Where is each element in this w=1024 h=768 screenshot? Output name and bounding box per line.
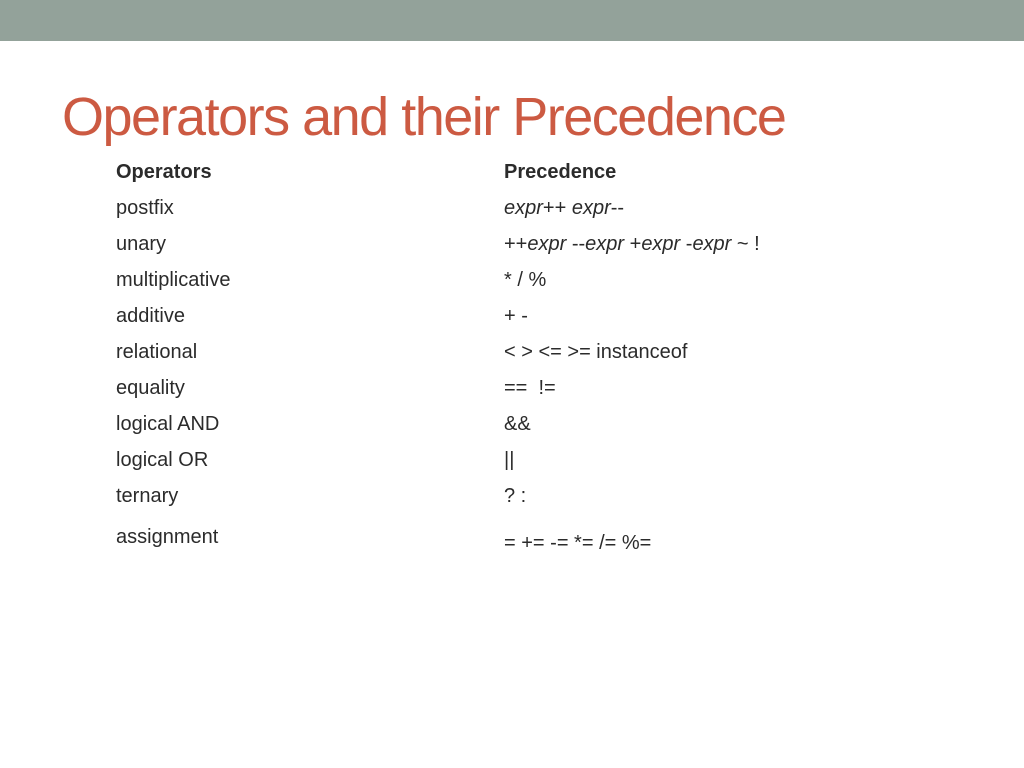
operator-name: unary bbox=[116, 233, 167, 255]
table-row bbox=[116, 266, 876, 302]
table-body bbox=[116, 194, 876, 568]
operator-precedence bbox=[504, 374, 556, 402]
precedence-part: == != bbox=[504, 377, 556, 399]
table-row bbox=[116, 374, 876, 410]
operator-name: relational bbox=[116, 341, 198, 363]
header-precedence: Precedence bbox=[504, 161, 617, 183]
operator-precedence bbox=[504, 446, 514, 474]
precedence-part: expr bbox=[571, 197, 611, 219]
precedence-part: ++ bbox=[504, 233, 528, 255]
precedence-part: expr bbox=[692, 233, 732, 255]
precedence-part: ++ bbox=[542, 197, 572, 219]
operator-name: logical AND bbox=[116, 413, 220, 435]
precedence-part: ? : bbox=[504, 485, 527, 507]
precedence-part: expr bbox=[527, 233, 567, 255]
operator-precedence bbox=[504, 410, 531, 438]
operator-precedence bbox=[504, 230, 760, 258]
operator-precedence bbox=[504, 338, 687, 366]
precedence-part: - bbox=[680, 233, 693, 255]
precedence-part: + - bbox=[504, 305, 528, 327]
operator-precedence bbox=[504, 302, 528, 330]
operator-name: multiplicative bbox=[116, 269, 231, 291]
table-row bbox=[116, 230, 876, 266]
precedence-part: < > <= >= instanceof bbox=[504, 341, 688, 363]
precedence-part: expr bbox=[585, 233, 625, 255]
operator-name: postfix bbox=[116, 197, 174, 219]
table-row bbox=[116, 446, 876, 482]
precedence-part: -- bbox=[566, 233, 586, 255]
operator-precedence bbox=[504, 482, 526, 510]
operator-precedence bbox=[504, 518, 651, 568]
slide-title: Operators and their Precedence bbox=[62, 87, 786, 147]
precedence-part: expr bbox=[641, 233, 681, 255]
precedence-part: + bbox=[624, 233, 642, 255]
precedence-part: ~ ! bbox=[731, 233, 760, 255]
header-operators: Operators bbox=[116, 161, 212, 183]
operator-name: assignment bbox=[116, 526, 219, 548]
precedence-part: expr bbox=[504, 197, 543, 219]
table-header-row bbox=[116, 158, 876, 194]
precedence-part: = += -= *= /= %= bbox=[504, 532, 652, 554]
table-row bbox=[116, 302, 876, 338]
operator-precedence-table bbox=[116, 158, 876, 568]
precedence-part: || bbox=[504, 449, 515, 471]
operator-name: additive bbox=[116, 305, 185, 327]
operator-precedence bbox=[504, 266, 546, 294]
operator-name: ternary bbox=[116, 485, 179, 507]
operator-name: equality bbox=[116, 377, 185, 399]
precedence-part: && bbox=[504, 413, 531, 435]
table-row bbox=[116, 518, 876, 568]
precedence-part: * / % bbox=[504, 269, 547, 291]
operator-precedence bbox=[504, 194, 624, 222]
operator-name: logical OR bbox=[116, 449, 209, 471]
table-row bbox=[116, 194, 876, 230]
table-row bbox=[116, 338, 876, 374]
top-accent-bar bbox=[0, 0, 1024, 41]
table-row bbox=[116, 410, 876, 446]
precedence-part: -- bbox=[610, 197, 625, 219]
table-row bbox=[116, 482, 876, 518]
